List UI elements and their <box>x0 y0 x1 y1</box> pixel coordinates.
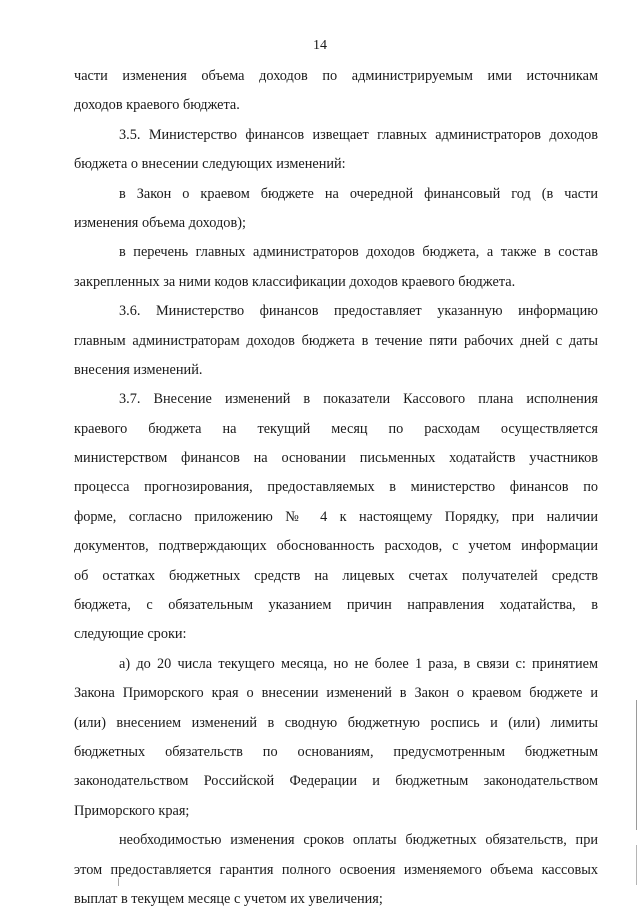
text-line: законодательством Российской Федерации и бюджетным законодательством <box>74 773 598 790</box>
text-line: документов, подтверждающих обоснованность расходов, с учетом информации <box>74 538 598 555</box>
text-line: 3.5. Министерство финансов извещает главных администраторов доходов <box>119 126 598 143</box>
scan-edge-mark <box>636 700 637 830</box>
text-line: Приморского края; <box>74 802 190 819</box>
text-line: об остатках бюджетных средств на лицевых счетах получателей средств <box>74 567 598 584</box>
text-line: в Закон о краевом бюджете на очередной финансовый год (в части <box>119 185 598 202</box>
text-line: 3.7. Внесение изменений в показатели Кассового плана исполнения <box>119 391 598 408</box>
text-line: изменения объема доходов); <box>74 214 246 231</box>
text-line: части изменения объема доходов по администрируемым ими источникам <box>74 68 598 84</box>
text-line: следующие сроки: <box>74 626 187 643</box>
text-line: краевого бюджета на текущий месяц по расходам осуществляется <box>74 420 598 437</box>
text-line: в перечень главных администраторов доходов бюджета, а также в состав <box>119 244 598 261</box>
text-line: выплат в текущем месяце с учетом их увеличения; <box>74 890 383 907</box>
text-line: (или) внесением изменений в сводную бюджетную роспись и (или) лимиты <box>74 714 598 731</box>
text-line: главным администраторам доходов бюджета в течение пяти рабочих дней с даты <box>74 332 598 349</box>
text-line: 3.6. Министерство финансов предоставляет указанную информацию <box>119 303 598 320</box>
text-line: внесения изменений. <box>74 361 203 378</box>
body-text <box>74 62 598 914</box>
text-line: бюджета, с обязательным указанием причин направления ходатайства, в <box>74 597 598 614</box>
text-line: процесса прогнозирования, предоставляемых в министерство финансов по <box>74 479 598 496</box>
text-line: этом предоставляется гарантия полного освоения изменяемого объема кассовых <box>74 861 598 878</box>
scan-edge-mark <box>636 845 637 885</box>
text-line: доходов краевого бюджета. <box>74 97 240 114</box>
text-line: а) до 20 числа текущего месяца, но не более 1 раза, в связи с: принятием <box>119 655 598 672</box>
text-line: бюджетных обязательств по основаниям, предусмотренным бюджетным <box>74 743 598 760</box>
text-line: закрепленных за ними кодов классификации доходов краевого бюджета. <box>74 273 516 290</box>
text-line: необходимостью изменения сроков оплаты бюджетных обязательств, при <box>119 832 598 849</box>
text-line: министерством финансов на основании письменных ходатайств участников <box>74 450 598 467</box>
text-line: форме, согласно приложению № 4 к настоящему Порядку, при наличии <box>74 508 598 525</box>
text-line: Закона Приморского края о внесении изменений в Закон о краевом бюджете и <box>74 685 598 702</box>
scan-speck <box>118 878 119 886</box>
page-number: 14 <box>313 38 327 53</box>
text-line: бюджета о внесении следующих изменений: <box>74 156 346 173</box>
